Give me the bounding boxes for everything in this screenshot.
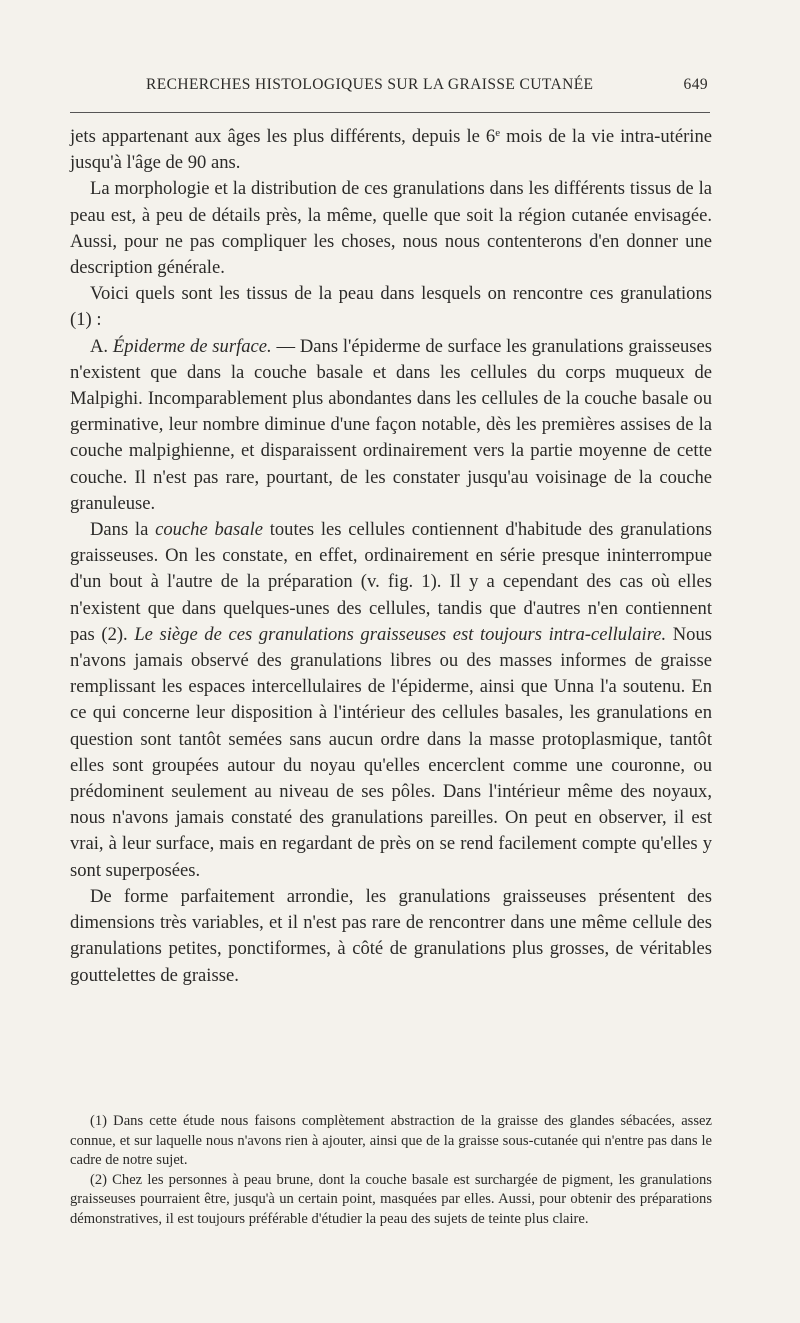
section-letter-a: A.: [90, 335, 113, 357]
footnotes: [70, 1112, 712, 1230]
paragraph-5-rest: Nous n'avons jamais observé des granulations libres ou des masses informes de graisse remplissant les espaces intercellulaires de l'épiderme, ainsi que Unna l'a soutenu. En ce qui concerne leur disposition à l'intérieur des cellules basales, les granulations en question sont tantôt semées sans aucun ordre dans la masse protoplasmique, tantôt elles sont groupées autour du noyau qu'elles encerclent comme une couronne, ou prédominent seulement au niveau de ses pôles. Dans l'intérieur même des noyaux, nous n'avons jamais constaté des granulations pareilles. On peut en observer, il est vrai, à leur surface, mais en regardant de près on se rend facilement compte qu'elles y sont superposées.: [70, 623, 713, 881]
emphasis-intra-cellulaire: Le siège de ces granulations graisseuses est toujours intra-cellulaire.: [134, 623, 667, 645]
section-heading-epiderme: Épiderme de surface.: [112, 335, 272, 357]
paragraph-4-text: — Dans l'épiderme de surface les granulations graisseuses n'existent que dans la couche basale et dans les cellules du corps muqueux de Malpighi. Incomparablement plus abondantes dans les cellules de la couche basale ou germinative, leur nombre diminue d'une façon notable, dès les premières assises de la couche malpighienne, et disparaissent ordinairement vers la partie moyenne de cette couche. Il n'est pas rare, pourtant, de les constater jusqu'au voisinage de la couche granuleuse.: [70, 335, 712, 514]
paragraph-5-mid: toutes les cellules contiennent d'habitude des granulations graisseuses. On les constate, en effet, ordinairement en série presque ininterrompue d'un bout à l'autre de la préparation (v. fig. 1). Il y a cependant des cas où elles n'existent que dans quelques-unes des cellules, tandis que d'autres n'en contiennent pas (2).: [70, 519, 713, 645]
paragraph-1-text-b: mois de la vie intra-utérine jusqu'à l'âge de 90 ans.: [70, 126, 712, 174]
paragraph-5: [70, 517, 712, 884]
running-header: [70, 76, 710, 98]
footnote-1: (1) Dans cette étude nous faisons complètement abstraction de la graisse des glandes sébacées, assez connue, et sur laquelle nous n'avons rien à ajouter, ainsi que de la graisse sous-cutanée qui n'entre pas dans le cadre de notre sujet.: [70, 1113, 712, 1169]
term-couche-basale: couche basale: [155, 519, 263, 541]
running-title: RECHERCHES HISTOLOGIQUES SUR LA GRAISSE CUTANÉE: [146, 76, 594, 93]
footnote-2: (2) Chez les personnes à peau brune, dont la couche basale est surchargée de pigment, les granulations graisseuses pourraient être, jusqu'à un certain point, masquées par elles. Aussi, pour obtenir des préparations démonstratives, il est toujours préférable d'étudier la peau des sujets de teinte plus claire.: [70, 1171, 712, 1227]
page-number: 649: [683, 76, 708, 93]
paragraph-5-lead: Dans la: [90, 519, 156, 541]
body-text: [70, 124, 712, 989]
header-rule: [70, 112, 710, 113]
superscript-e: e: [495, 127, 501, 139]
paragraph-4: [70, 334, 712, 517]
paragraph-2: La morphologie et la distribution de ces granulations dans les différents tissus de la peau est, à peu de détails près, la même, quelle que soit la région cutanée envisagée. Aussi, pour ne pas compliquer les choses, nous nous contenterons d'en donner une description générale.: [70, 178, 712, 279]
paragraph-1: [70, 124, 712, 176]
paragraph-3: Voici quels sont les tissus de la peau dans lesquels on rencontre ces granulations (1) :: [70, 283, 712, 331]
paragraph-6: De forme parfaitement arrondie, les granulations graisseuses présentent des dimensions très variables, et il n'est pas rare de rencontrer dans une même cellule des granulations petites, ponctiformes, à côté de granulations plus grosses, de véritables gouttelettes de graisse.: [70, 885, 712, 986]
paragraph-1-text-a: jets appartenant aux âges les plus différents, depuis le 6: [70, 126, 496, 147]
